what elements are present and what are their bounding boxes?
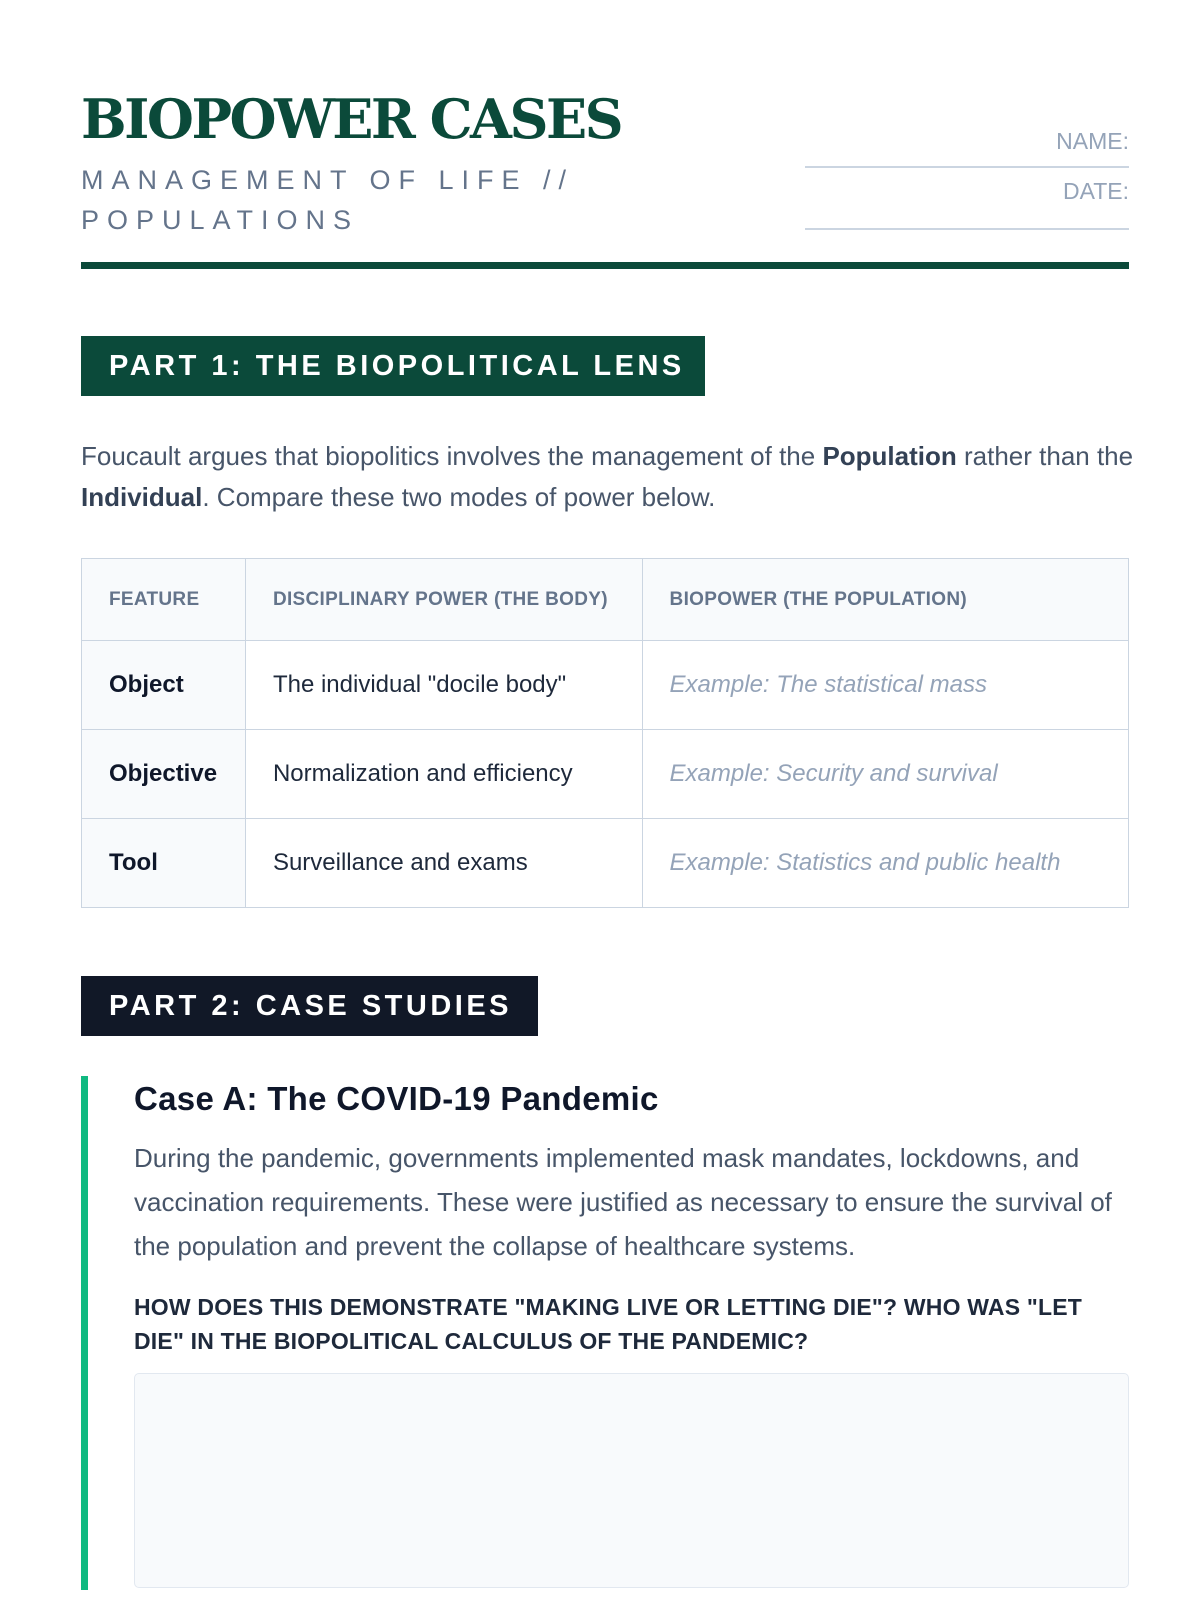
student-info-fields [805, 128, 1129, 230]
column-header: BIOPOWER (THE POPULATION) [642, 559, 1128, 641]
disciplinary-cell: The individual "docile body" [245, 641, 642, 730]
case-a-title: Case A: The COVID-19 Pandemic [134, 1080, 659, 1117]
name-field[interactable] [805, 128, 1129, 168]
feature-cell: Object [82, 641, 246, 730]
biopower-answer-cell[interactable]: Example: Security and survival [642, 730, 1128, 819]
feature-cell: Objective [82, 730, 246, 819]
part-1-heading: PART 1: THE BIOPOLITICAL LENS [81, 336, 705, 396]
table-header-row [82, 559, 1129, 641]
emphasis-population: Population [822, 441, 957, 471]
case-a-answer-box[interactable] [134, 1373, 1129, 1588]
name-label: NAME: [1056, 128, 1129, 154]
column-header: DISCIPLINARY POWER (THE BODY) [245, 559, 642, 641]
table-row [82, 819, 1129, 908]
disciplinary-cell: Normalization and efficiency [245, 730, 642, 819]
biopower-answer-cell[interactable]: Example: The statistical mass [642, 641, 1128, 730]
header-divider [81, 262, 1129, 269]
comparison-table [81, 558, 1129, 908]
case-a-card [81, 1076, 1129, 1590]
table-row [82, 730, 1129, 819]
biopower-answer-cell[interactable]: Example: Statistics and public health [642, 819, 1128, 908]
worksheet-header [81, 87, 1129, 268]
case-a-question: HOW DOES THIS DEMONSTRATE "MAKING LIVE OR LETTING DIE"? WHO WAS "LET DIE" IN THE BIOPOLITICAL CALCULUS OF THE PANDEMIC? [134, 1294, 1082, 1354]
column-header: FEATURE [82, 559, 246, 641]
part-1-intro: Foucault argues that biopolitics involves the management of the Population rather than the Individual. Compare these two modes of power below. [81, 441, 1134, 512]
emphasis-individual: Individual [81, 482, 203, 512]
worksheet-subtitle: MANAGEMENT OF LIFE // POPULATIONS [81, 165, 575, 235]
part-2-heading: PART 2: CASE STUDIES [81, 976, 538, 1036]
disciplinary-cell: Surveillance and exams [245, 819, 642, 908]
feature-cell: Tool [82, 819, 246, 908]
worksheet-title: BIOPOWER CASES [81, 87, 622, 151]
case-a-description: During the pandemic, governments implemented mask mandates, lockdowns, and vaccination requirements. These were justified as necessary to ensure the survival of the population and prevent the collapse of healthcare systems. [134, 1143, 1112, 1261]
date-field[interactable] [805, 168, 1129, 230]
date-label: DATE: [1062, 178, 1129, 204]
table-row [82, 641, 1129, 730]
